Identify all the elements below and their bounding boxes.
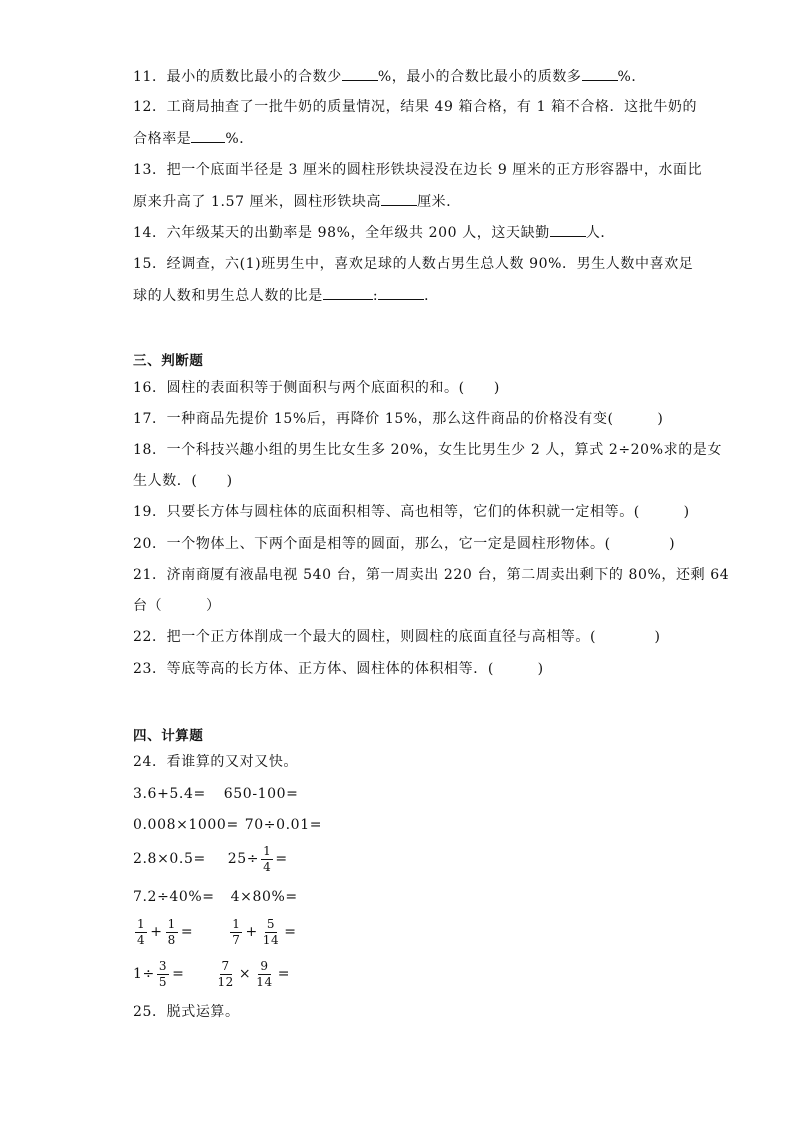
- answer-blank[interactable]: [378, 285, 424, 300]
- question-13-line1: 13．把一个底面半径是 3 厘米的圆柱形铁块浸没在边长 9 厘米的正方形容器中，水面比: [133, 162, 703, 178]
- calc-row-5: $\frac{1}{4}$ + $\frac{1}{8}$ = $\frac{1}{7}$ + $\frac{5}{14}$ =: [137, 916, 297, 947]
- question-21-line2: 台（ ）: [133, 598, 221, 614]
- calc-row-3: 2.8×0.5= 25÷ $\frac{1}{4}$ =: [133, 843, 288, 874]
- question-14: 14．六年级某天的出勤率是 98%，全年级共 200 人，这天缺勤 人．: [133, 222, 615, 243]
- fraction: $\frac{9}{14}$: [256, 958, 273, 989]
- question-15-line1: 15．经调查，六(1)班男生中，喜欢足球的人数占男生总人数 90%．男生人数中喜欢足: [133, 256, 694, 272]
- calc-row-1: 3.6+5.4= 650-100=: [133, 786, 299, 802]
- answer-blank[interactable]: [342, 66, 378, 81]
- fraction: $\frac{1}{4}$: [263, 843, 272, 874]
- question-15-line2: 球的人数和男生总人数的比是 : ．: [133, 285, 439, 306]
- calc-row-6: 1÷ $\frac{3}{5}$ = $\frac{7}{12}$ × $\frac{9}{14}$ =: [133, 958, 291, 989]
- question-18-line2: 生人数．( ): [133, 473, 233, 489]
- answer-blank[interactable]: [582, 66, 618, 81]
- question-22: 22．把一个正方体削成一个最大的圆柱，则圆柱的底面直径与高相等。( ): [133, 629, 661, 645]
- answer-blank[interactable]: [191, 128, 225, 143]
- question-12-line2: 合格率是 %．: [133, 128, 254, 149]
- question-25: 25．脱式运算。: [133, 1004, 240, 1020]
- section-heading-calculation: 四、计算题: [133, 728, 204, 744]
- fraction: $\frac{3}{5}$: [158, 958, 168, 989]
- fraction: $\frac{5}{14}$: [262, 916, 280, 947]
- question-19: 19．只要长方体与圆柱体的底面积相等、高也相等，它们的体积就一定相等。( ): [133, 504, 690, 520]
- question-18-line1: 18．一个科技兴趣小组的男生比女生多 20%，女生比男生少 2 人，算式 2÷20%求的是女: [133, 442, 722, 458]
- answer-blank[interactable]: [323, 285, 373, 300]
- section-heading-judgment: 三、判断题: [133, 353, 204, 369]
- answer-blank[interactable]: [550, 222, 586, 237]
- fraction: $\frac{1}{4}$: [137, 916, 146, 947]
- question-16: 16．圆柱的表面积等于侧面积与两个底面积的和。( ): [133, 380, 500, 396]
- fraction: $\frac{7}{12}$: [217, 958, 234, 989]
- question-21-line1: 21．济南商厦有液晶电视 540 台，第一周卖出 220 台，第二周卖出剩下的 80%，还剩 64: [133, 567, 730, 583]
- question-24-title: 24．看谁算的又对又快。: [133, 754, 299, 770]
- calc-row-2: 0.008×1000= 70÷0.01=: [133, 817, 323, 833]
- calc-row-4: 7.2÷40%= 4×80%=: [133, 889, 298, 905]
- question-23: 23．等底等高的长方体、正方体、圆柱体的体积相等．( ): [133, 661, 544, 677]
- fraction: $\frac{1}{8}$: [167, 916, 176, 947]
- question-13-line2: 原来升高了 1.57 厘米，圆柱形铁块高 厘米．: [133, 191, 461, 212]
- question-11: 11．最小的质数比最小的合数少 %，最小的合数比最小的质数多 %．: [133, 66, 646, 87]
- fraction: $\frac{1}{7}$: [232, 916, 241, 947]
- answer-blank[interactable]: [381, 191, 417, 206]
- question-20: 20．一个物体上、下两个面是相等的圆面，那么，它一定是圆柱形物体。( ): [133, 536, 676, 552]
- question-17: 17．一种商品先提价 15%后，再降价 15%，那么这件商品的价格没有变( ): [133, 411, 664, 427]
- question-12-line1: 12．工商局抽查了一批牛奶的质量情况，结果 49 箱合格，有 1 箱不合格．这批牛奶的: [133, 99, 698, 115]
